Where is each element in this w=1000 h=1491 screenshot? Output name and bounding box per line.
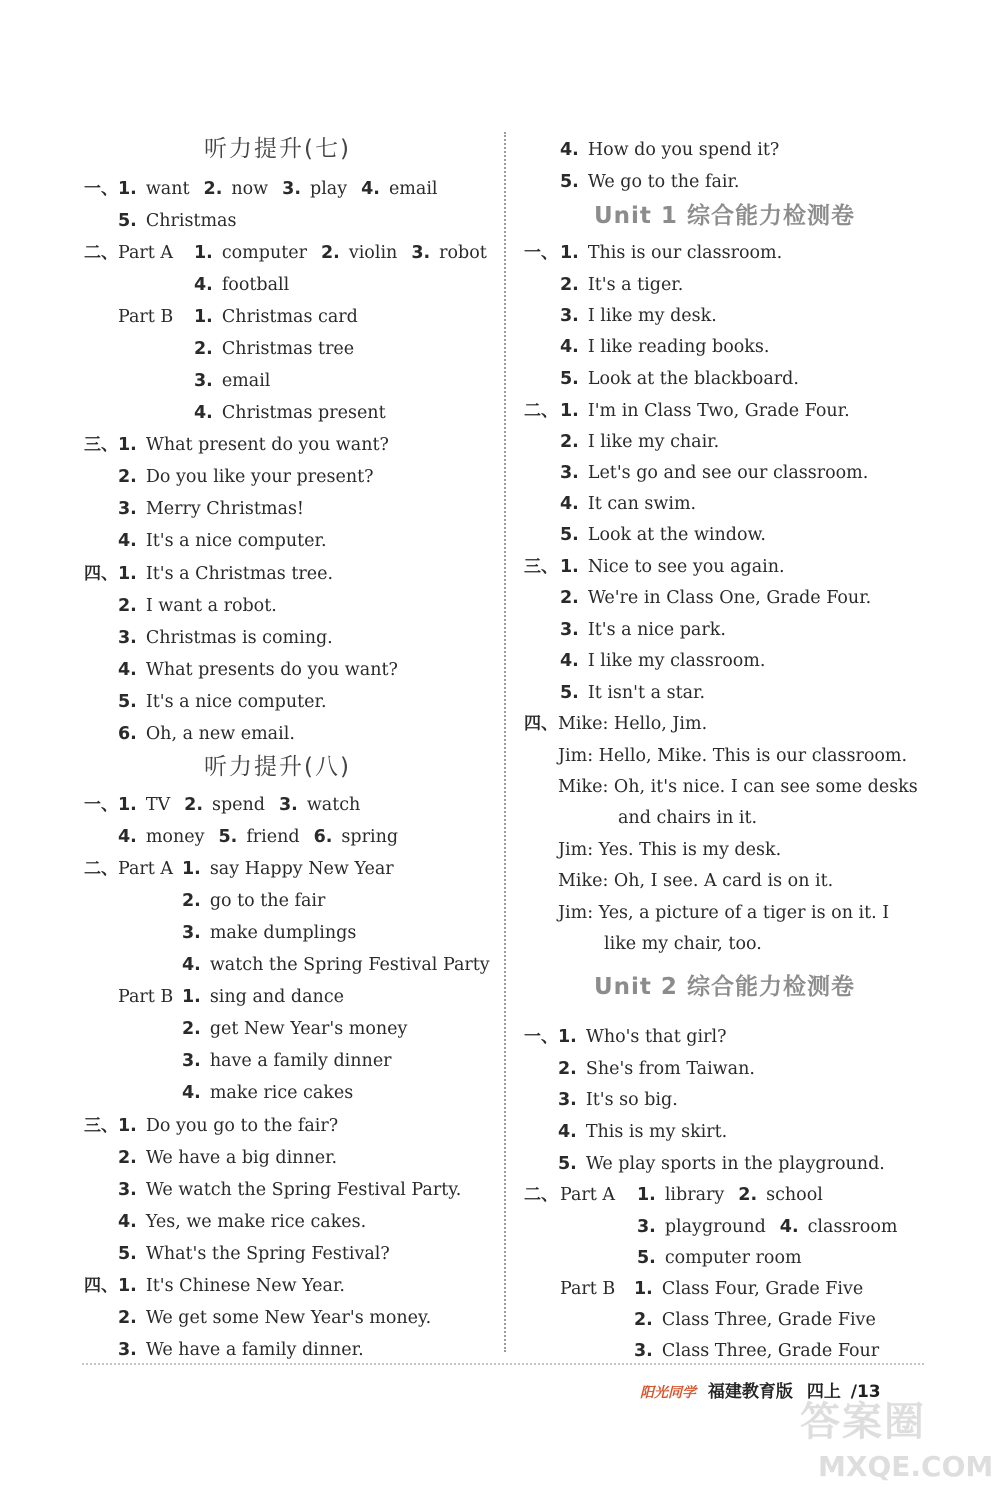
item-number: 4. xyxy=(182,955,201,975)
item-number: 4. xyxy=(560,337,579,357)
answer-text: We have a family dinner. xyxy=(145,1340,364,1360)
answer-line xyxy=(558,1061,755,1079)
question-marker: 二、 xyxy=(524,401,558,421)
answer-line xyxy=(558,1029,726,1047)
answer-text: What's the Spring Festival? xyxy=(145,1244,390,1264)
answer-line xyxy=(560,403,850,421)
answer-text: Christmas xyxy=(145,211,237,231)
answer-line xyxy=(560,245,782,263)
answer-text: I like my classroom. xyxy=(587,651,766,671)
answer-text: What presents do you want? xyxy=(145,660,398,680)
item-number: 3. xyxy=(182,1051,201,1071)
answer-text: I like my chair. xyxy=(587,432,720,452)
item-number: 5. xyxy=(118,1244,137,1264)
answer-line xyxy=(118,501,304,519)
item-number: 4. xyxy=(560,140,579,160)
answer-text: make rice cakes xyxy=(209,1083,354,1103)
answer-text: Look at the window. xyxy=(587,525,766,545)
answer-text: Jim: Yes. This is my desk. xyxy=(558,840,782,860)
item-number: 2. xyxy=(184,795,203,815)
answer-line xyxy=(182,861,394,879)
item-number: 3. xyxy=(118,1180,137,1200)
answer-text: It's a Christmas tree. xyxy=(145,564,334,584)
answer-line xyxy=(560,339,769,357)
item-number: 2. xyxy=(738,1185,758,1205)
answer-text: friend xyxy=(246,827,300,847)
item-number: 4. xyxy=(118,827,137,847)
item-number: 4. xyxy=(560,494,579,514)
answer-text: It's a nice computer. xyxy=(145,531,327,551)
item-number: 6. xyxy=(313,827,333,847)
answer-text: want xyxy=(145,179,190,199)
item-number: 4. xyxy=(194,403,213,423)
question-marker: 四、 xyxy=(524,714,558,734)
item-number: 1. xyxy=(118,795,137,815)
answer-line xyxy=(560,465,868,483)
answer-text: Look at the blackboard. xyxy=(587,369,799,389)
item-number: 2. xyxy=(560,588,579,608)
answer-text: How do you spend it? xyxy=(587,140,780,160)
answer-line xyxy=(118,630,333,648)
item-number: 1. xyxy=(560,243,579,263)
answer-text: play xyxy=(310,179,348,199)
item-number: 3. xyxy=(637,1217,656,1237)
answer-text: email xyxy=(388,179,438,199)
answer-text: football xyxy=(221,275,290,295)
answer-text: Merry Christmas! xyxy=(145,499,304,519)
item-number: 3. xyxy=(558,1090,577,1110)
item-number: 1. xyxy=(634,1279,653,1299)
item-number: 1. xyxy=(118,435,137,455)
answer-line xyxy=(634,1343,879,1361)
answer-line xyxy=(194,373,270,391)
answer-text: We play sports in the playground. xyxy=(585,1154,885,1174)
item-number: 2. xyxy=(118,1148,137,1168)
page-number: /13 xyxy=(850,1382,881,1402)
answer-text: make dumplings xyxy=(209,923,357,943)
item-number: 1. xyxy=(118,1116,137,1136)
item-number: 3. xyxy=(634,1341,653,1361)
item-number: 3. xyxy=(278,795,298,815)
item-number: 1. xyxy=(560,401,579,421)
answer-text: Jim: Hello, Mike. This is our classroom. xyxy=(558,746,908,766)
answer-text: go to the fair xyxy=(209,891,326,911)
answer-text: spend xyxy=(211,795,265,815)
answer-line xyxy=(182,1021,407,1039)
answer-line xyxy=(182,893,325,911)
answer-text: Yes, we make rice cakes. xyxy=(145,1212,367,1232)
item-number: 4. xyxy=(361,179,380,199)
item-number: 3. xyxy=(411,243,431,263)
answer-text: We get some New Year's money. xyxy=(145,1308,432,1328)
answer-line xyxy=(634,1281,863,1299)
watermark: 答案圈 xyxy=(800,1399,926,1445)
footer-rule xyxy=(82,1363,924,1365)
answer-line xyxy=(637,1219,897,1237)
item-number: 1. xyxy=(182,987,201,1007)
item-number: 1. xyxy=(118,564,137,584)
answer-text: We're in Class One, Grade Four. xyxy=(587,588,872,608)
answer-text: email xyxy=(221,371,271,391)
item-number: 3. xyxy=(560,306,579,326)
answer-text: computer xyxy=(221,243,307,263)
part-label: Part B xyxy=(118,987,174,1007)
answer-text: like my chair, too. xyxy=(604,934,762,954)
item-number: 3. xyxy=(182,923,201,943)
answer-text: robot xyxy=(439,243,487,263)
item-number: 5. xyxy=(118,211,137,231)
item-number: 3. xyxy=(560,620,579,640)
item-number: 2. xyxy=(203,179,223,199)
item-number: 4. xyxy=(118,660,137,680)
item-number: 4. xyxy=(779,1217,799,1237)
answer-line xyxy=(118,1214,366,1232)
item-number: 5. xyxy=(218,827,238,847)
answer-line xyxy=(194,405,386,423)
answer-line xyxy=(118,1246,390,1264)
answer-text: violin xyxy=(348,243,398,263)
answer-line xyxy=(637,1187,823,1205)
section-heading-8: 听力提升(八) xyxy=(204,754,351,780)
answer-line xyxy=(558,748,907,766)
answer-text: It's a nice computer. xyxy=(145,692,327,712)
item-number: 2. xyxy=(182,1019,201,1039)
answer-line xyxy=(118,1310,431,1328)
answer-text: watch the Spring Festival Party xyxy=(209,955,490,975)
answer-line xyxy=(560,559,785,577)
answer-line xyxy=(182,957,490,975)
answer-line xyxy=(604,936,762,954)
item-number: 4. xyxy=(560,651,579,671)
unit1-heading: Unit 1 综合能力检测卷 xyxy=(594,203,855,229)
question-marker: 三、 xyxy=(84,1116,118,1136)
answer-line xyxy=(118,694,327,712)
question-marker: 二、 xyxy=(84,243,118,263)
answer-text: Class Three, Grade Five xyxy=(661,1310,876,1330)
answer-line xyxy=(118,1278,345,1296)
answer-text: What present do you want? xyxy=(145,435,389,455)
answer-text: I like my desk. xyxy=(587,306,717,326)
answer-text: Mike: Oh, it's nice. I can see some desks xyxy=(558,777,918,797)
answer-text: classroom xyxy=(807,1217,898,1237)
answer-line xyxy=(558,905,889,923)
answer-line xyxy=(118,1342,364,1360)
item-number: 4. xyxy=(118,531,137,551)
answer-text: have a family dinner xyxy=(209,1051,392,1071)
watermark-url: MXQE.COM xyxy=(818,1450,994,1483)
answer-line xyxy=(118,598,277,616)
answer-line xyxy=(118,533,327,551)
answer-line xyxy=(182,1085,353,1103)
answer-text: Christmas card xyxy=(221,307,358,327)
answer-line xyxy=(194,309,358,327)
answer-text: It's a tiger. xyxy=(587,275,684,295)
answer-line xyxy=(560,434,719,452)
answer-line xyxy=(558,1124,727,1142)
answer-line xyxy=(118,181,438,199)
item-number: 2. xyxy=(118,467,137,487)
answer-line xyxy=(560,371,799,389)
answer-line xyxy=(118,1118,338,1136)
item-number: 3. xyxy=(118,1340,137,1360)
answer-line xyxy=(558,842,781,860)
item-number: 1. xyxy=(118,179,137,199)
answer-line xyxy=(118,797,360,815)
item-number: 4. xyxy=(118,1212,137,1232)
grade-label: 四上 xyxy=(806,1382,841,1402)
question-marker: 三、 xyxy=(84,435,118,455)
question-marker: 一、 xyxy=(84,795,118,815)
answer-text: She's from Taiwan. xyxy=(585,1059,755,1079)
answer-line xyxy=(194,277,289,295)
item-number: 1. xyxy=(194,307,213,327)
answer-line xyxy=(637,1250,802,1268)
answer-line xyxy=(560,685,705,703)
answer-line xyxy=(560,277,683,295)
answer-line xyxy=(118,469,374,487)
item-number: 5. xyxy=(560,525,579,545)
answer-line xyxy=(118,1150,337,1168)
answer-line xyxy=(618,810,757,828)
answer-text: I like reading books. xyxy=(587,337,770,357)
answer-text: We go to the fair. xyxy=(587,172,740,192)
answer-line xyxy=(558,779,918,797)
item-number: 5. xyxy=(558,1154,577,1174)
answer-line xyxy=(560,142,779,160)
answer-text: Do you like your present? xyxy=(145,467,374,487)
item-number: 5. xyxy=(637,1248,656,1268)
answer-text: We have a big dinner. xyxy=(145,1148,338,1168)
item-number: 1. xyxy=(182,859,201,879)
answer-text: Christmas tree xyxy=(221,339,355,359)
item-number: 5. xyxy=(560,369,579,389)
item-number: 3. xyxy=(118,628,137,648)
question-marker: 三、 xyxy=(524,557,558,577)
part-label: Part A xyxy=(118,859,174,879)
answer-text: watch xyxy=(306,795,361,815)
answer-text: It's Chinese New Year. xyxy=(145,1276,345,1296)
answer-text: I want a robot. xyxy=(145,596,277,616)
question-marker: 一、 xyxy=(524,243,558,263)
item-number: 3. xyxy=(560,463,579,483)
answer-line xyxy=(118,437,389,455)
answer-text: get New Year's money xyxy=(209,1019,408,1039)
item-number: 1. xyxy=(637,1185,656,1205)
item-number: 5. xyxy=(560,683,579,703)
answer-text: Class Four, Grade Five xyxy=(661,1279,864,1299)
item-number: 2. xyxy=(118,596,137,616)
answer-line xyxy=(560,496,696,514)
item-number: 3. xyxy=(194,371,213,391)
part-label: Part B xyxy=(560,1279,616,1299)
answer-line xyxy=(560,622,726,640)
unit2-heading: Unit 2 综合能力检测卷 xyxy=(594,974,855,1000)
item-number: 3. xyxy=(118,499,137,519)
part-label: Part A xyxy=(560,1185,616,1205)
answer-text: money xyxy=(145,827,205,847)
part-label: Part B xyxy=(118,307,174,327)
answer-text: This is our classroom. xyxy=(587,243,783,263)
answer-line xyxy=(560,653,765,671)
item-number: 1. xyxy=(118,1276,137,1296)
answer-text: I'm in Class Two, Grade Four. xyxy=(587,401,850,421)
answer-text: Class Three, Grade Four xyxy=(661,1341,880,1361)
answer-line xyxy=(118,566,333,584)
answer-line xyxy=(182,1053,392,1071)
answer-text: It can swim. xyxy=(587,494,697,514)
answer-text: Do you go to the fair? xyxy=(145,1116,339,1136)
answer-line xyxy=(118,1182,461,1200)
answer-text: It's a nice park. xyxy=(587,620,726,640)
item-number: 2. xyxy=(560,275,579,295)
question-marker: 一、 xyxy=(84,179,118,199)
item-number: 1. xyxy=(560,557,579,577)
answer-line xyxy=(558,716,707,734)
answer-text: Jim: Yes, a picture of a tiger is on it. I xyxy=(558,903,890,923)
answer-line xyxy=(118,726,295,744)
answer-line xyxy=(194,341,354,359)
answer-text: library xyxy=(664,1185,725,1205)
answer-line xyxy=(558,1156,885,1174)
answer-text: now xyxy=(231,179,269,199)
item-number: 4. xyxy=(558,1122,577,1142)
answer-text: school xyxy=(766,1185,823,1205)
question-marker: 一、 xyxy=(524,1027,558,1047)
answer-line xyxy=(558,873,833,891)
publisher-logo: 阳光同学 xyxy=(640,1385,696,1401)
question-marker: 四、 xyxy=(84,1276,118,1296)
answer-text: spring xyxy=(341,827,399,847)
item-number: 1. xyxy=(194,243,213,263)
item-number: 4. xyxy=(182,1083,201,1103)
answer-line xyxy=(118,829,398,847)
answer-text: and chairs in it. xyxy=(618,808,758,828)
answer-text: Nice to see you again. xyxy=(587,557,785,577)
item-number: 5. xyxy=(560,172,579,192)
answer-text: We watch the Spring Festival Party. xyxy=(145,1180,462,1200)
answer-line xyxy=(558,1092,678,1110)
answer-text: say Happy New Year xyxy=(209,859,394,879)
item-number: 3. xyxy=(282,179,301,199)
question-marker: 四、 xyxy=(84,564,118,584)
answer-line xyxy=(194,245,487,263)
part-label: Part A xyxy=(118,243,174,263)
answer-text: TV xyxy=(145,795,171,815)
answer-text: Who's that girl? xyxy=(585,1027,727,1047)
item-number: 6. xyxy=(118,724,137,744)
answer-line xyxy=(634,1312,876,1330)
answer-text: Oh, a new email. xyxy=(145,724,295,744)
item-number: 2. xyxy=(560,432,579,452)
question-marker: 二、 xyxy=(84,859,118,879)
item-number: 5. xyxy=(118,692,137,712)
question-marker: 二、 xyxy=(524,1185,558,1205)
answer-text: Mike: Oh, I see. A card is on it. xyxy=(558,871,834,891)
item-number: 2. xyxy=(321,243,340,263)
publisher-name: 福建教育版 xyxy=(707,1382,793,1402)
answer-line xyxy=(118,213,236,231)
answer-line xyxy=(182,989,344,1007)
answer-line xyxy=(560,590,871,608)
answer-line xyxy=(560,174,739,192)
section-heading-7: 听力提升(七) xyxy=(204,136,351,162)
answer-text: It's so big. xyxy=(585,1090,678,1110)
answer-line xyxy=(560,527,766,545)
answer-text: playground xyxy=(664,1217,766,1237)
answer-text: Let's go and see our classroom. xyxy=(587,463,869,483)
answer-text: Christmas is coming. xyxy=(145,628,333,648)
answer-text: sing and dance xyxy=(209,987,344,1007)
answer-text: Christmas present xyxy=(221,403,386,423)
answer-line xyxy=(560,308,717,326)
item-number: 2. xyxy=(118,1308,137,1328)
item-number: 2. xyxy=(194,339,213,359)
answer-text: Mike: Hello, Jim. xyxy=(558,714,708,734)
column-divider xyxy=(504,132,506,1352)
answer-text: This is my skirt. xyxy=(585,1122,728,1142)
item-number: 1. xyxy=(558,1027,577,1047)
item-number: 2. xyxy=(558,1059,577,1079)
item-number: 4. xyxy=(194,275,213,295)
answer-line xyxy=(118,662,398,680)
answer-text: computer room xyxy=(664,1248,802,1268)
item-number: 2. xyxy=(634,1310,653,1330)
answer-text: It isn't a star. xyxy=(587,683,706,703)
item-number: 2. xyxy=(182,891,201,911)
answer-line xyxy=(182,925,356,943)
